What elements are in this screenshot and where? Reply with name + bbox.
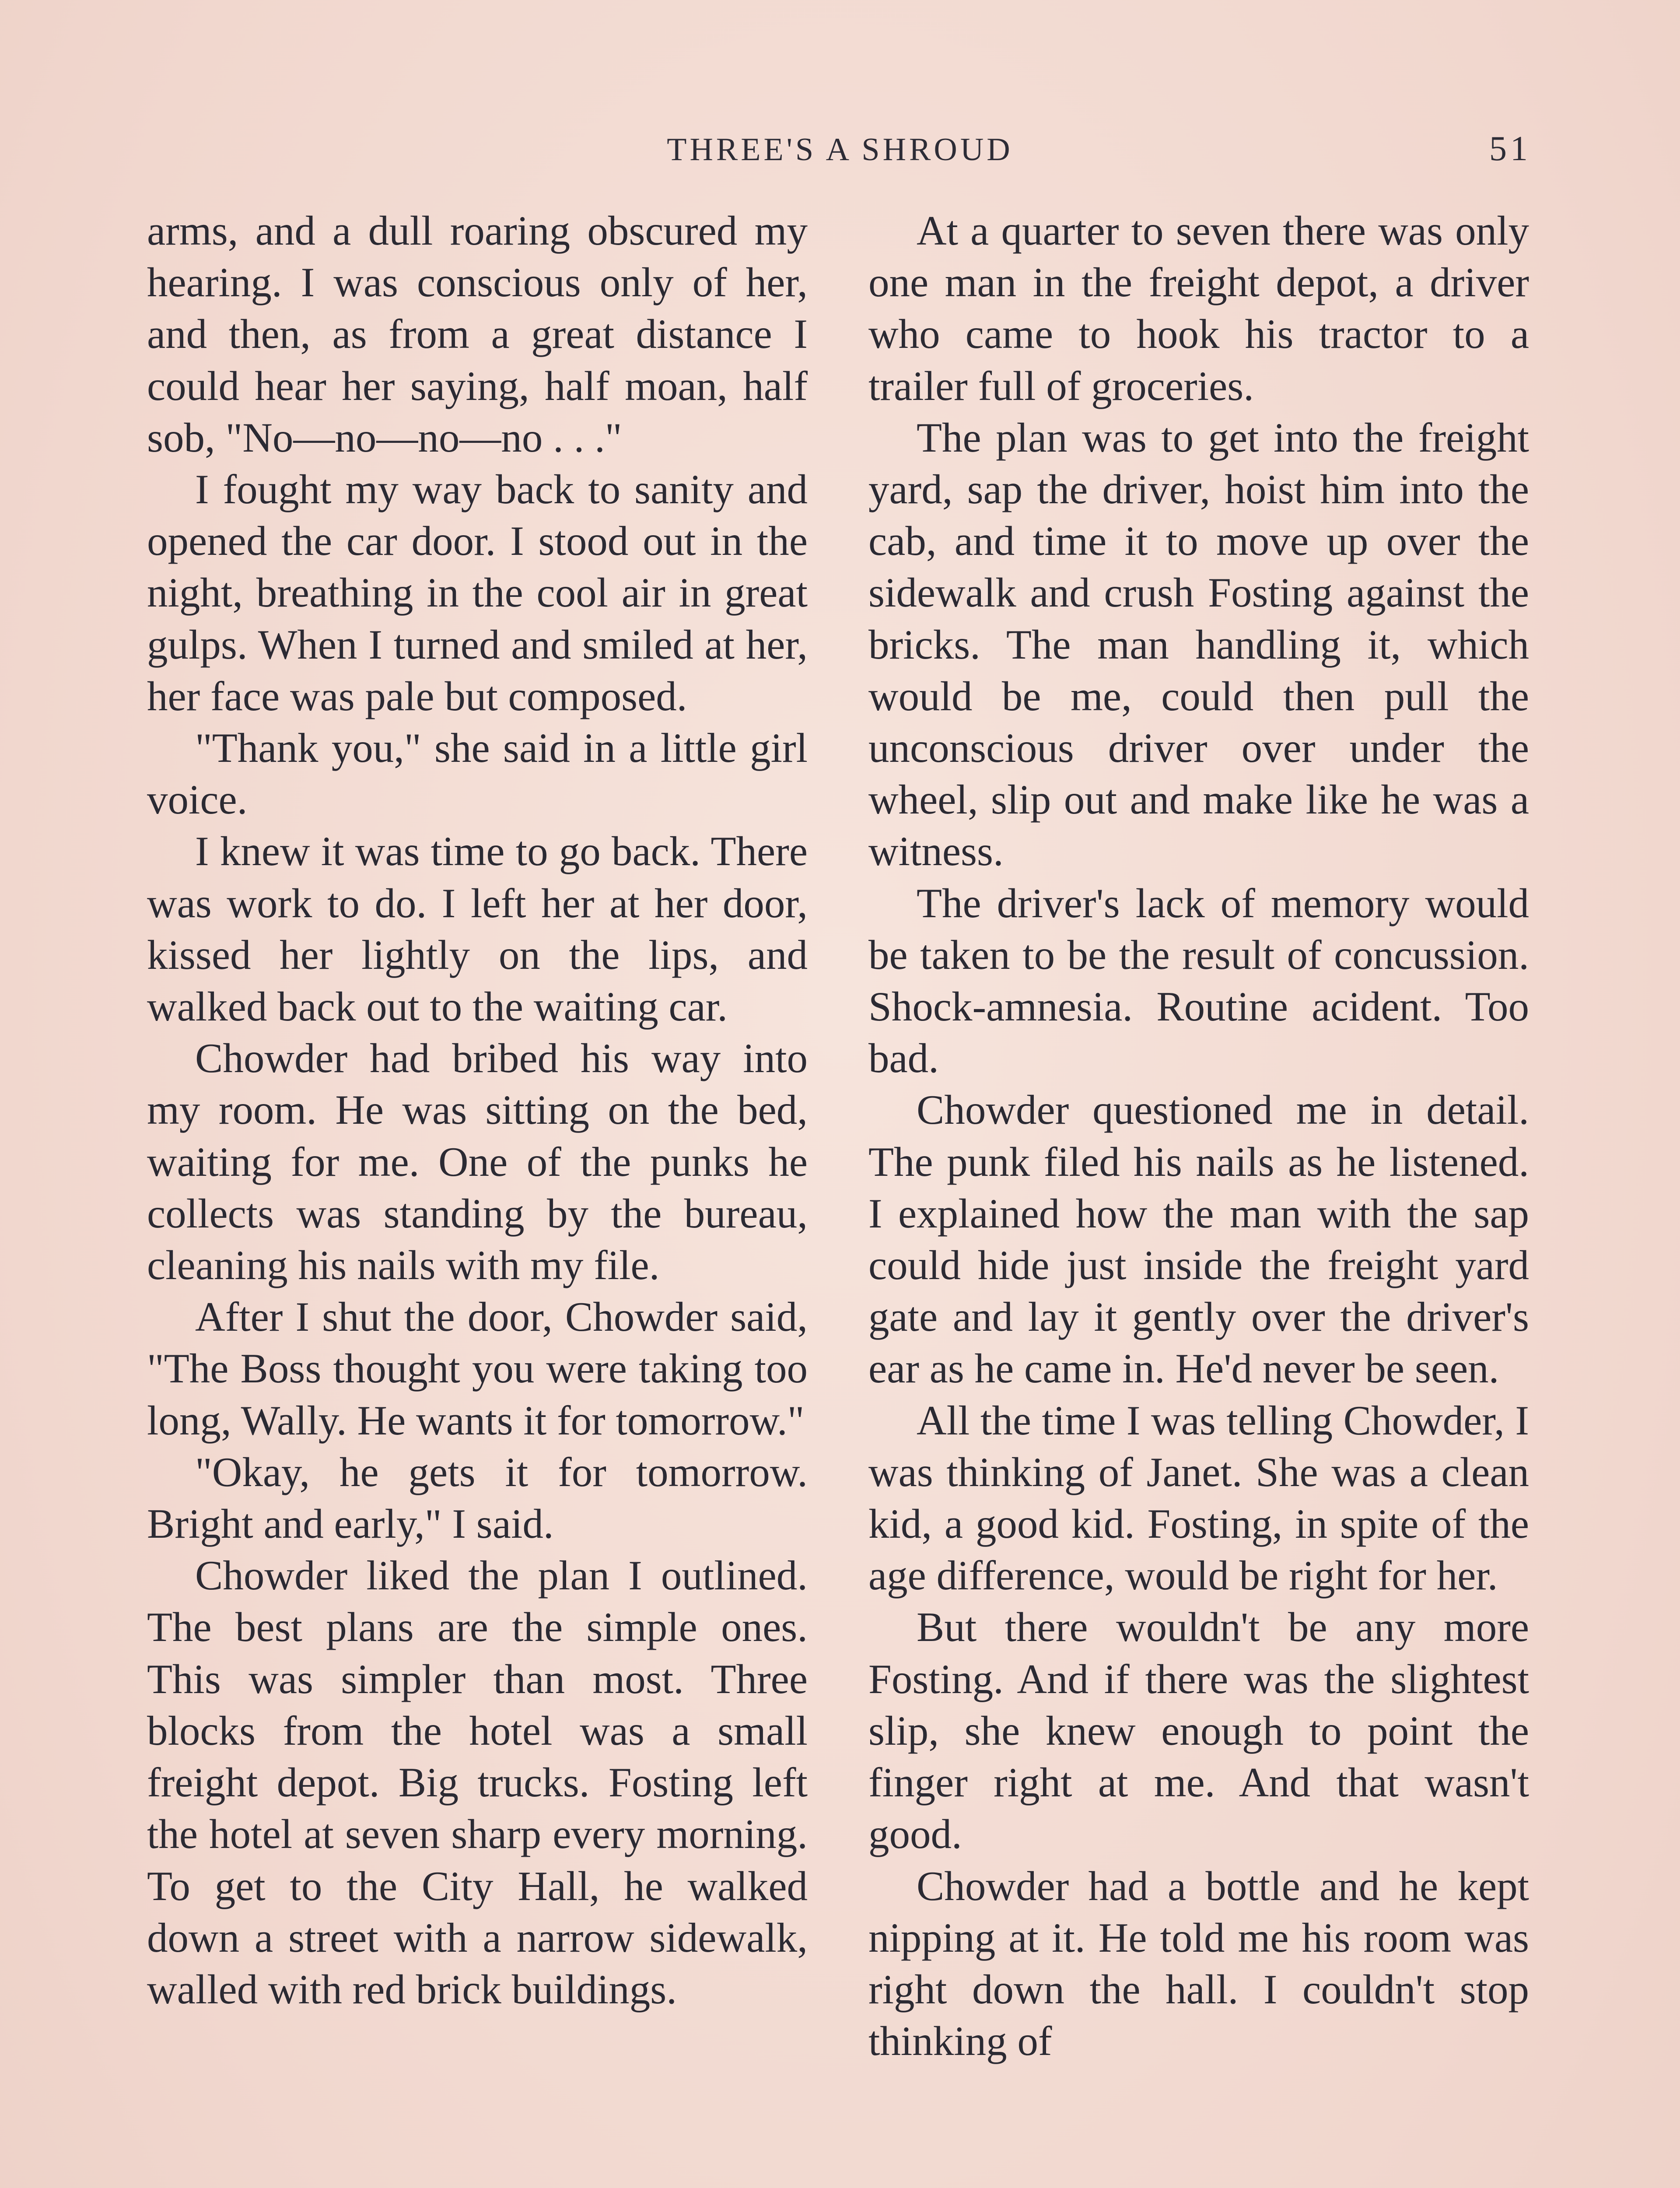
- page-number: 51: [1489, 130, 1531, 168]
- paragraph: The plan was to get into the freight yard, sap the driver, hoist him into the cab, and time it to move up over the sidewalk and crush Fosting against the bricks. The man handling it, which would be me, could then pull the unconscious driver over under the wheel, slip out and make like he was a witness.: [868, 414, 1529, 875]
- right-text-column: [868, 205, 1529, 2067]
- paragraph: I fought my way back to sanity and opened the car door. I stood out in the night, breathing in the cool air in great gulps. When I turned and smiled at her, her face was pale but composed.: [147, 466, 808, 719]
- paragraph: All the time I was telling Chowder, I was thinking of Janet. She was a clean kid, a good kid. Fosting, in spite of the age difference, would be right for her.: [868, 1397, 1529, 1599]
- left-text-column: [147, 205, 808, 2015]
- paragraph: I knew it was time to go back. There was work to do. I left her at her door, kissed her lightly on the lips, and walked back out to the waiting car.: [147, 828, 808, 1030]
- paragraph: But there wouldn't be any more Fosting. And if there was the slightest slip, she knew enough to point the finger right at me. And that wasn't good.: [868, 1604, 1529, 1858]
- paragraph: Chowder questioned me in detail. The punk filed his nails as he listened. I explained how the man with the sap could hide just inside the freight yard gate and lay it gently over the driver's ear as he came in. He'd never be seen.: [868, 1087, 1529, 1392]
- paragraph: arms, and a dull roaring obscured my hearing. I was conscious only of her, and then, as from a great distance I could hear her saying, half moan, half sob, "No—no—no—no . . .": [147, 207, 808, 461]
- running-head: THREE'S A SHROUD: [667, 132, 1013, 168]
- paragraph: "Thank you," she said in a little girl voice.: [147, 725, 808, 823]
- paragraph: After I shut the door, Chowder said, "The Boss thought you were taking too long, Wally. He wants it for tomorrow.": [147, 1294, 808, 1444]
- paragraph: Chowder had bribed his way into my room. He was sitting on the bed, waiting for me. One of the punks he collects was standing by the bureau, cleaning his nails with my file.: [147, 1035, 808, 1289]
- paragraph: Chowder had a bottle and he kept nipping at it. He told me his room was right down the hall. I couldn't stop thinking of: [868, 1862, 1529, 2065]
- paragraph: The driver's lack of memory would be taken to be the result of concussion. Shock-amnesia. Routine acident. Too bad.: [868, 880, 1529, 1082]
- paragraph: Chowder liked the plan I outlined. The best plans are the simple ones. This was simpler than most. Three blocks from the hotel was a small freight depot. Big trucks. Fosting left the hotel at seven sharp every morning. To get to the City Hall, he walked down a street with a narrow sidewalk, walled with red brick buildings.: [147, 1552, 808, 2013]
- paragraph: At a quarter to seven there was only one man in the freight depot, a driver who came to hook his tractor to a trailer full of groceries.: [868, 207, 1529, 409]
- paragraph: "Okay, he gets it for tomorrow. Bright and early," I said.: [147, 1448, 808, 1547]
